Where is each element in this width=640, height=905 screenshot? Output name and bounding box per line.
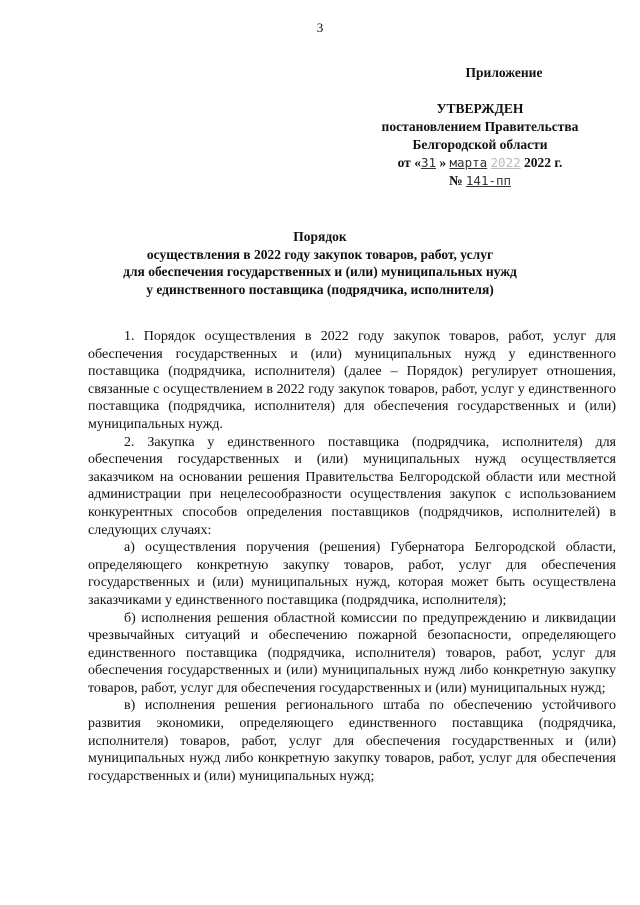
document-body: [88, 328, 616, 785]
paragraph-2a: а) осуществления поручения (решения) Губернатора Белгородской области, определяющего конкретную закупку товаров, работ, услуг для обеспечения государственных и (или) муниципальных нужд, которая может быть осуществлена заказчиками у единственного поставщика (подрядчика, исполнителя);: [88, 540, 616, 608]
decree-number: [360, 172, 600, 190]
title-line-3: для обеспечения государственных и (или) муниципальных нужд: [123, 264, 517, 279]
decree-date: [360, 154, 600, 172]
date-year: 2022 г.: [524, 155, 563, 170]
number-value: 141-пп: [465, 173, 512, 188]
date-prefix: от «: [397, 155, 421, 170]
paragraph-2b: б) исполнения решения областной комиссии по предупреждению и ликвидации чрезвычайных ситуаций и обеспечению пожарной безопасности, определяющего единственного поставщика (подрядчика, исполнителя) товаров, работ, услуг для обеспечения государственных и (или) муниципальных нужд либо конкретную закупку товаров, работ, услуг для обеспечения государственных и (или) муниципальных нужд;: [88, 610, 616, 696]
paragraph-2c: в) исполнения решения регионального штаба по обеспечению устойчивого развития экономики, определяющего единственного поставщика (подрядчика, исполнителя) товаров, работ, услуг для обеспечения государственных и (или) муниципальных нужд либо конкретную закупку товаров, работ, услуг для обеспечения государственных и (или) муниципальных нужд;: [88, 698, 616, 784]
title-line-1: Порядок: [293, 229, 347, 244]
date-day: 31: [420, 155, 437, 170]
number-prefix: №: [448, 173, 463, 188]
paragraph-1: 1. Порядок осуществления в 2022 году закупок товаров, работ, услуг для обеспечения государственных и (или) муниципальных нужд у единственного поставщика (подрядчика, исполнителя) (далее – Порядок) регулирует отношения, связанные с осуществлением в 2022 году закупок товаров, работ, услуг у единственного поставщика (подрядчика, исполнителя) для обеспечения государственных и (или) муниципальных нужд.: [88, 329, 616, 432]
date-month: марта: [449, 155, 488, 170]
date-mid: »: [439, 155, 447, 170]
paragraph-2: 2. Закупка у единственного поставщика (подрядчика, исполнителя) для обеспечения государственных и (или) муниципальных нужд осуществляется заказчиком на основании решения Правительства Белгородской области или местной администрации при нецелесообразности осуществления закупок с использованием конкурентных способов определения поставщиков (подрядчиков, исполнителей) в следующих случаях:: [88, 434, 616, 538]
approval-block: [360, 64, 600, 190]
document-title: [0, 228, 640, 298]
decree-line-1: постановлением Правительства: [381, 119, 579, 134]
appendix-label: Приложение: [465, 65, 543, 80]
decree-line-2: Белгородской области: [412, 137, 548, 152]
title-line-4: у единственного поставщика (подрядчика, исполнителя): [146, 281, 494, 297]
date-year-smudge: 2022: [490, 155, 521, 170]
title-line-2: осуществления в 2022 году закупок товаров, работ, услуг: [146, 246, 494, 262]
page-number: 3: [316, 20, 324, 35]
approved-heading: УТВЕРЖДЕН: [436, 101, 524, 116]
